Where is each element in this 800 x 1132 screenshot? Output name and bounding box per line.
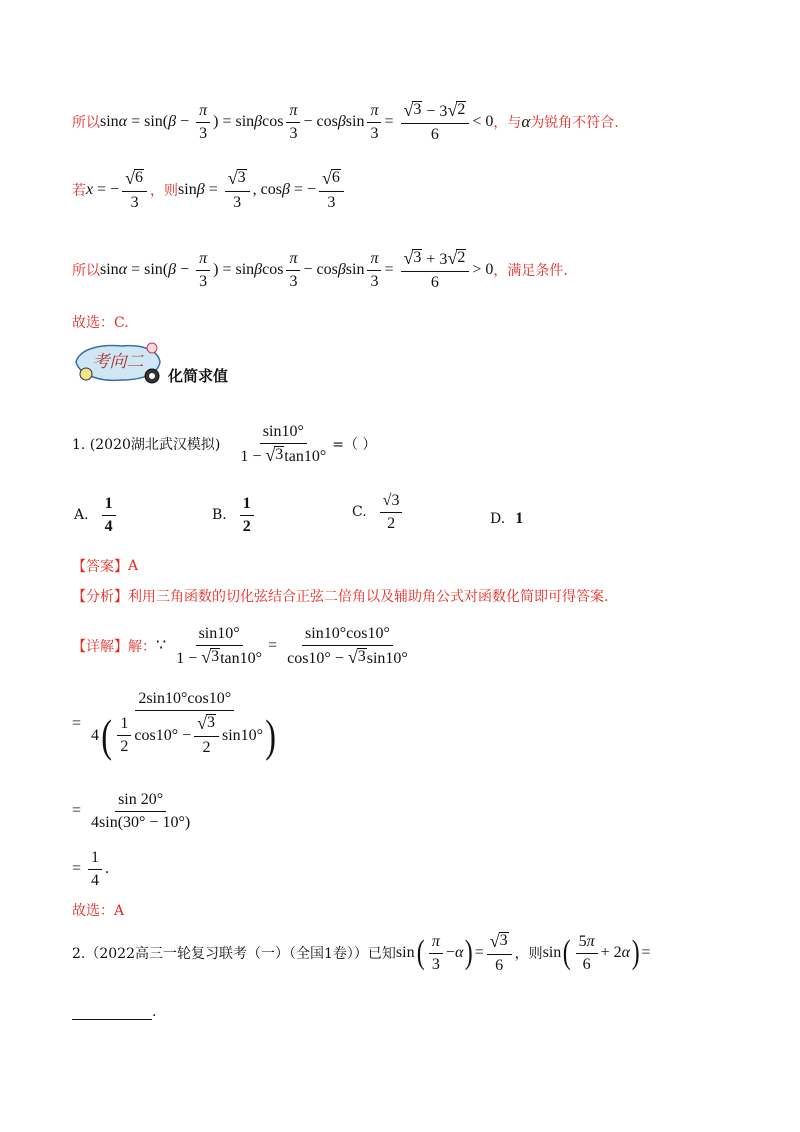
analysis-text: 利用三角函数的切化弦结合正弦二倍角以及辅助角公式对函数化简即可得答案. [128,589,609,605]
q1-final [72,900,124,920]
solution-line-3 [72,246,568,294]
question-2 [72,928,650,978]
option-c[interactable] [352,488,405,536]
q2-label: 2.（2022高三一轮复习联考（一）（全国1卷））已知 [72,946,396,962]
q2-answer-blank[interactable] [72,1002,156,1022]
line2-mid: ，则 [150,183,179,199]
line3-prefix: 所以 [72,263,100,279]
final-text: 故选：A [72,903,125,919]
line1-prefix: 所以 [72,115,100,131]
answer-value: A [128,558,139,574]
option-c-num: √3 [380,492,403,513]
blank-line[interactable] [72,1005,152,1020]
q2-target-formula: sin ( $\frac{5\pi}{6}$ + 2 α ) = [542,932,651,973]
line2-prefix: 若 [72,183,86,199]
detail-formula-1: ∵ sin10° 1 − √ 3 tan10° = sin10°cos10° cos10° − √ 3 sin10° [156,624,408,667]
q1-label: 1. (2020湖北武汉模拟) [72,437,221,453]
line2-formula-x: x = − √ 6 3 [86,169,150,212]
blank-period: . [152,1004,157,1020]
detail-formula-3: = $\frac{\sin 20^\circ}{4\sin(30^\circ - 10^\circ)}$ [72,790,191,831]
option-a-den: 4 [104,517,113,535]
section-title-text: 化简求值 [168,366,229,385]
option-b[interactable] [212,494,257,536]
option-b-den: 2 [242,517,251,535]
answer-c-text: 故选：C. [72,315,129,331]
q2-mid: ，则 [514,946,543,962]
q1-detail-step-1 [72,622,414,670]
q1-detail-step-4 [72,848,109,890]
line1-suffix-a: ，与 [493,115,522,131]
answer-tag: 【答案】 [72,559,128,575]
alpha-symbol: α [521,112,531,131]
q1-answer [72,556,138,576]
line1-suffix-b: 为锐角不符合. [530,115,619,131]
line2-formula-sin-cos: sinβ = √ 3 3 , cosβ = − √ 6 3 [178,169,347,212]
solution-line-1 [72,98,619,146]
answer-c [72,312,129,332]
q1-analysis [72,586,608,606]
question-1 [72,418,376,470]
option-a-num: 1 [102,495,116,516]
line3-formula: sinα = sin(β − $\frac{\pi}{3}$ ) = sinβcos $\frac{\pi}{3}$ − cosβsin $\frac{\pi}{3}$ = √ 3 + 3 √ 2 6 > 0 [100,247,494,291]
detail-formula-4: = $\frac{1}{4}$ . [72,848,110,889]
detail-text: 解： [128,639,156,655]
line1-formula: sinα = sin(β − $\frac{\pi}{3}$ ) = sinβcos $\frac{\pi}{3}$ − cosβsin $\frac{\pi}{3}$ = √ 3 − 3 √ 2 6 < 0 [100,99,494,143]
q2-given-formula: sin ( $\frac{\pi}{3}$ − α ) = √ 3 6 [396,932,515,975]
section-title [168,364,228,386]
q1-detail-step-2 [72,686,284,762]
option-d[interactable] [490,504,523,534]
option-d-text: 1 [515,510,524,527]
analysis-tag: 【分析】 [72,589,128,605]
section-badge-icon [72,340,164,386]
q1-formula: sin10° 1 − √ 3 tan10° [240,422,327,465]
option-d-letter: D. [490,511,506,527]
option-b-num: 1 [240,495,254,516]
option-c-den: 2 [387,514,396,532]
line3-suffix: ，满足条件. [493,263,568,279]
detail-formula-2: = 2sin10°cos10° 4 ( $\frac{1}{2}$ cos10° − √ 3 2 sin10° ) [72,689,277,761]
option-c-letter: C. [352,504,367,520]
option-b-letter: B. [212,507,227,523]
q1-detail-step-3 [72,786,196,836]
option-a-letter: A. [74,507,89,523]
solution-line-2 [72,166,347,214]
badge-text: 考向二 [92,352,144,372]
q1-tail: =（ ） [332,437,377,453]
detail-tag: 【详解】 [72,639,128,655]
option-a[interactable] [74,494,119,536]
q2-equals: = [641,944,651,961]
